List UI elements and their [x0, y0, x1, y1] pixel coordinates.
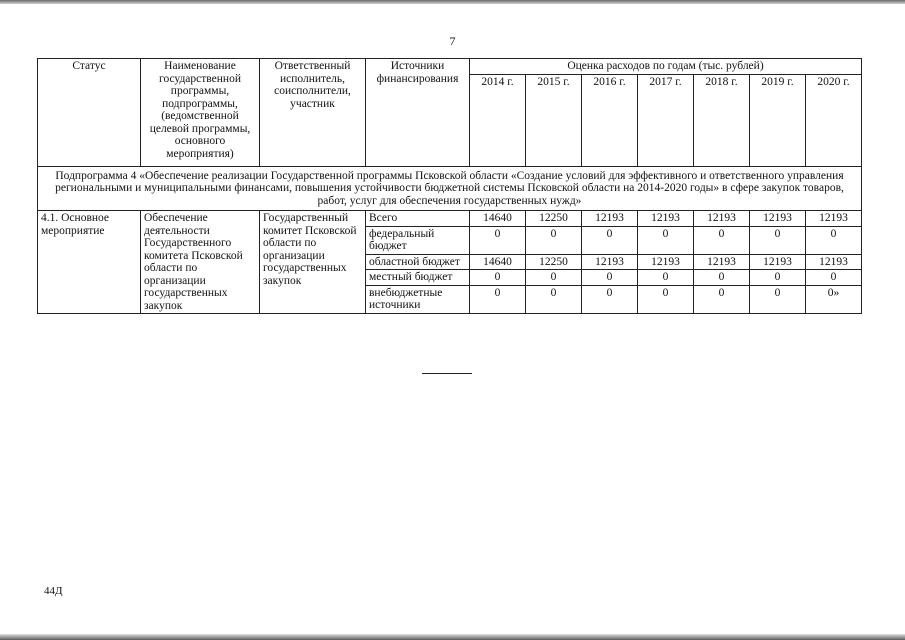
value-cell: 12193 [750, 211, 806, 227]
value-cell: 0 [694, 285, 750, 313]
footer-code: 44Д [44, 585, 63, 597]
value-cell: 0 [750, 270, 806, 286]
header-sources: Источники финансирования [366, 59, 470, 167]
value-cell: 12193 [638, 211, 694, 227]
value-cell: 0 [638, 285, 694, 313]
value-cell: 12250 [526, 211, 582, 227]
value-cell: 0 [582, 226, 638, 254]
value-cell: 0 [694, 270, 750, 286]
header-estimate: Оценка расходов по годам (тыс. рублей) [470, 59, 862, 75]
separator-line [422, 373, 472, 374]
value-cell: 12193 [694, 211, 750, 227]
source-cell: внебюджетные источники [366, 285, 470, 313]
value-cell: 0 [470, 270, 526, 286]
measure-executor: Государственный комитет Псковской области по организации государственных закупок [260, 211, 366, 314]
header-name: Наименование государственной программы, подпрограммы, (ведомственной целевой программы, основного мероприятия) [141, 59, 260, 167]
source-cell: федеральный бюджет [366, 226, 470, 254]
value-cell: 12193 [694, 254, 750, 270]
budget-table [37, 58, 862, 314]
year-header: 2019 г. [750, 74, 806, 166]
value-cell: 12193 [638, 254, 694, 270]
measure-status: 4.1. Основное мероприятие [38, 211, 141, 314]
value-cell: 0 [638, 270, 694, 286]
value-cell: 0 [750, 226, 806, 254]
value-cell: 0 [526, 226, 582, 254]
value-cell: 0 [750, 285, 806, 313]
value-cell: 0» [806, 285, 862, 313]
header-executor: Ответственный исполнитель, соисполнители, участник [260, 59, 366, 167]
value-cell: 12193 [582, 254, 638, 270]
value-cell: 12193 [806, 254, 862, 270]
year-header: 2016 г. [582, 74, 638, 166]
header-row [38, 59, 862, 75]
source-cell: Всего [366, 211, 470, 227]
value-cell: 14640 [470, 211, 526, 227]
subprogram-title: Подпрограмма 4 «Обеспечение реализации Государственной программы Псковской области «Создание условий для эффективного и ответственного управления региональными и муниципальными финансами, повышения устойчивости бюджетной системы Псковской области на 2014-2020 годы» в сфере закупок товаров, работ, услуг для обеспечения государственных нужд» [38, 166, 862, 211]
year-header: 2020 г. [806, 74, 862, 166]
value-cell: 0 [694, 226, 750, 254]
source-cell: областной бюджет [366, 254, 470, 270]
value-cell: 0 [806, 226, 862, 254]
value-cell: 0 [470, 285, 526, 313]
value-cell: 14640 [470, 254, 526, 270]
value-cell: 12193 [750, 254, 806, 270]
value-cell: 12250 [526, 254, 582, 270]
value-cell: 0 [582, 285, 638, 313]
value-cell: 0 [526, 285, 582, 313]
scan-edge-top [0, 0, 905, 4]
value-cell: 0 [526, 270, 582, 286]
source-cell: местный бюджет [366, 270, 470, 286]
year-header: 2018 г. [694, 74, 750, 166]
subprogram-row [38, 166, 862, 211]
year-header: 2017 г. [638, 74, 694, 166]
value-cell: 0 [638, 226, 694, 254]
year-header: 2015 г. [526, 74, 582, 166]
measure-name: Обеспечение деятельности Государственного комитета Псковской области по организации государственных закупок [141, 211, 260, 314]
value-cell: 0 [582, 270, 638, 286]
value-cell: 0 [470, 226, 526, 254]
year-header: 2014 г. [470, 74, 526, 166]
header-status: Статус [38, 59, 141, 167]
value-cell: 12193 [582, 211, 638, 227]
page-number: 7 [449, 34, 456, 48]
scan-edge-bottom [0, 634, 905, 640]
table-row [38, 211, 862, 227]
value-cell: 12193 [806, 211, 862, 227]
value-cell: 0 [806, 270, 862, 286]
